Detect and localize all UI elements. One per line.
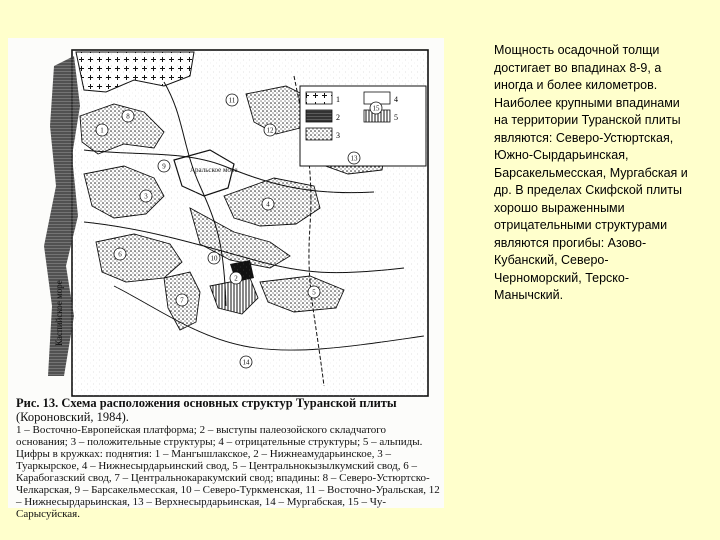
circle-label-12: 12 — [266, 126, 274, 135]
circle-label-15: 15 — [372, 104, 380, 113]
circle-label-8: 8 — [126, 112, 130, 121]
circle-label-7: 7 — [180, 296, 184, 305]
circle-label-4: 4 — [266, 200, 270, 209]
circle-label-11: 11 — [228, 96, 236, 105]
legend-label-3: 3 — [336, 131, 340, 140]
legend-label-4: 4 — [394, 95, 398, 104]
circle-label-13: 13 — [350, 154, 358, 163]
figure-caption — [16, 396, 440, 520]
caspian-sea-label: Каспийское море — [54, 280, 64, 346]
slide-body-text: Мощность осадочной толщи достигает во впадинах 8-9, а иногда и более километров. Наиболее крупными впадинами на территории Туранской плиты являются: Северо-Устюртская, Южно-Сырдарьинская, Барсакельмесская, Мургабская и др. В пределах Скифской плиты хорошо выраженными отрицательными структурами являются прогибы: Азово-Кубанский, Северо-Черноморский, Терско-Манычский. — [494, 43, 688, 302]
figure-author: (Короновский, 1984). — [16, 410, 129, 424]
aral-sea-label: Аральское море — [190, 166, 238, 174]
circle-label-2: 2 — [234, 274, 238, 283]
circle-label-14: 14 — [242, 358, 250, 367]
circle-label-6: 6 — [118, 250, 122, 259]
circle-label-10: 10 — [210, 254, 218, 263]
circle-label-1: 1 — [100, 126, 104, 135]
figure-title — [16, 396, 440, 424]
circle-label-9: 9 — [162, 162, 166, 171]
legend-label-1: 1 — [336, 95, 340, 104]
figure-legend-text: 1 – Восточно-Европейская платформа; 2 – выступы палеозойского складчатого основания; 3 – положительные структуры; 4 – отрицательные структуры; 5 – альпиды. — [16, 424, 423, 448]
figure-title-text: Рис. 13. Схема расположения основных структур Туранской плиты — [16, 396, 397, 410]
legend-label-2: 2 — [336, 113, 340, 122]
scanned-figure — [8, 38, 444, 520]
figure-numbers-text: Цифры в кружках: поднятия: 1 – Мангышлакское, 2 – Нижнеамударьинское, 3 – Туаркырское, 4 – Нижнесырдарьинский свод, 5 – Центральнокызылкумский свод, 6 – Карабогазский свод, 7 – Центральнокаракумский свод; впадины: 8 – Северо-Устюртско-Челкарская, 9 – Барсакельмесская, 10 – Северо-Туркменская, 11 – Восточно-Уральская, 12 – Нижнесырдарьинская, 13 – Верхнесырдарьинская, 14 – Мургабская, 15 – Чу-Сарысуйская. — [16, 448, 440, 520]
map-legend — [300, 86, 426, 166]
tectonic-map — [14, 46, 432, 398]
legend-label-5: 5 — [394, 113, 398, 122]
circle-label-5: 5 — [312, 288, 316, 297]
circle-label-3: 3 — [144, 192, 148, 201]
